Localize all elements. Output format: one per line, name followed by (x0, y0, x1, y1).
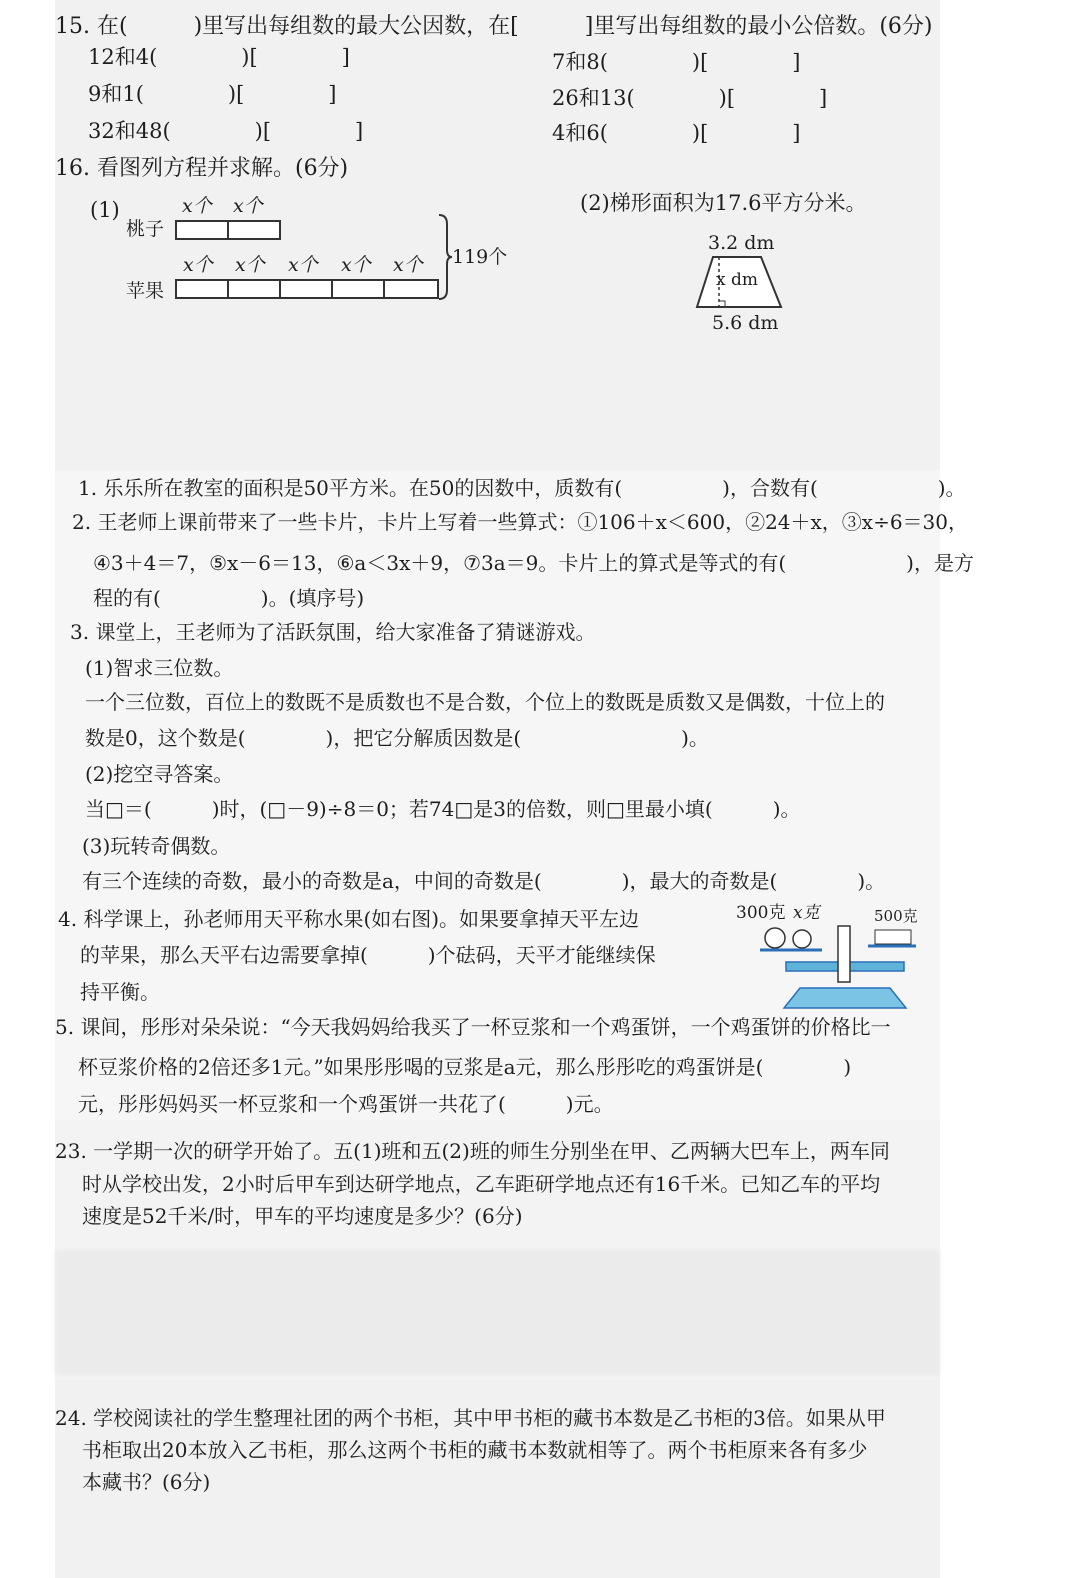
peach-label: 桃子 (126, 218, 165, 240)
q15-title: 15. 在( )里写出每组数的最大公因数，在[ ]里写出每组数的最小公倍数。(6分) (55, 14, 933, 39)
q15-left-3: 32和48( )[ ] (88, 119, 364, 143)
apple-x-label-4: x个 (341, 254, 371, 276)
apple-bar-segment (281, 281, 333, 297)
apple-x-label-3: x个 (288, 254, 318, 276)
apple-bar-segment (333, 281, 385, 297)
q24-line3: 本藏书？(6分) (82, 1470, 211, 1494)
peach-bar-segment (177, 222, 229, 238)
bleed-through-area (55, 1250, 940, 1375)
fill-q3-part1-line1: 一个三位数，百位上的数既不是质数也不是合数，个位上的数既是质数又是偶数，十位上的 (85, 690, 885, 714)
fruit-icon (793, 930, 811, 948)
total-label: 119个 (452, 246, 508, 268)
q15-left-1: 12和4( )[ ] (88, 45, 350, 69)
apple-bar-segment (177, 281, 229, 297)
q16-part2-text: (2)梯形面积为17.6平方分米。 (580, 191, 867, 215)
scale-left-weight-label: 300克 (736, 903, 786, 923)
fill-q4-line3: 持平衡。 (80, 980, 160, 1004)
fill-q3-part3-line: 有三个连续的奇数，最小的奇数是a，中间的奇数是( )，最大的奇数是( )。 (82, 869, 886, 893)
peach-x-label-1: x个 (182, 195, 212, 217)
q16-title: 16. 看图列方程并求解。(6分) (55, 156, 349, 181)
fill-q3-part2: (2)挖空寻答案。 (85, 762, 234, 786)
fill-q5-line2: 杯豆浆价格的2倍还多1元。”如果彤彤喝的豆浆是a元，那么彤彤吃的鸡蛋饼是( ) (78, 1055, 852, 1079)
balance-scale-illustration (760, 918, 920, 1014)
fill-q2-line3: 程的有( )。(填序号) (93, 586, 365, 610)
fill-q3-part1: (1)智求三位数。 (85, 656, 234, 680)
fill-q4-line2: 的苹果，那么天平右边需要拿掉( )个砝码，天平才能继续保 (80, 943, 656, 967)
scale-right-weight-label: 500克 (874, 907, 918, 925)
peach-bar (175, 220, 281, 240)
fill-q2-line1: 2. 王老师上课前带来了一些卡片，卡片上写着一些算式：①106＋x＜600，②24＋x，③x÷6＝30， (72, 510, 969, 534)
fill-q5-line1: 5. 课间，彤彤对朵朵说：“今天我妈妈给我买了一杯豆浆和一个鸡蛋饼，一个鸡蛋饼的价格比一 (55, 1015, 891, 1039)
fill-q3-part1-line2: 数是0，这个数是( )，把它分解质因数是( )。 (85, 726, 709, 750)
q24-line2: 书柜取出20本放入乙书柜，那么这两个书柜的藏书本数就相等了。两个书柜原来各有多少 (82, 1438, 868, 1462)
apple-bar (175, 279, 439, 299)
trapezoid-height-label: x dm (716, 270, 758, 290)
trapezoid-bottom-label: 5.6 dm (712, 312, 779, 334)
peach-x-label-2: x个 (233, 195, 263, 217)
q24-line1: 24. 学校阅读社的学生整理社团的两个书柜，其中甲书柜的藏书本数是乙书柜的3倍。如果从甲 (55, 1406, 886, 1430)
apple-label: 苹果 (126, 280, 165, 302)
apple-x-label-1: x个 (183, 254, 213, 276)
q23-line1: 23. 一学期一次的研学开始了。五(1)班和五(2)班的师生分别坐在甲、乙两辆大巴车上，两车同 (55, 1139, 890, 1163)
q15-right-2: 26和13( )[ ] (552, 86, 828, 110)
q16-part1-number: (1) (90, 198, 120, 222)
fill-q1: 1. 乐乐所在教室的面积是50平方米。在50的因数中，质数有( )，合数有( )。 (78, 476, 966, 500)
q15-left-2: 9和1( )[ ] (88, 82, 337, 106)
q23-line3: 速度是52千米/时，甲车的平均速度是多少？(6分) (82, 1204, 523, 1228)
q15-right-1: 7和8( )[ ] (552, 50, 801, 74)
apple-x-label-2: x个 (235, 254, 265, 276)
apple-x-label-5: x个 (393, 254, 423, 276)
fill-q3-part2-line: 当□＝( )时，(□－9)÷8＝0；若74□是3的倍数，则□里最小填( )。 (85, 797, 801, 821)
fill-q5-line3: 元，彤彤妈妈买一杯豆浆和一个鸡蛋饼一共花了( )元。 (78, 1092, 614, 1116)
fill-q2-line2: ④3＋4＝7，⑤x－6＝13，⑥a＜3x＋9，⑦3a＝9。卡片上的算式是等式的有( )，是方 (93, 551, 974, 575)
apple-icon (765, 928, 785, 948)
fill-q4-line1: 4. 科学课上，孙老师用天平称水果(如右图)。如果要拿掉天平左边 (58, 907, 640, 931)
trapezoid-top-label: 3.2 dm (708, 232, 775, 254)
apple-bar-segment (229, 281, 281, 297)
fill-q3-part3: (3)玩转奇偶数。 (82, 834, 231, 858)
q15-right-3: 4和6( )[ ] (552, 121, 801, 145)
fill-q3: 3. 课堂上，王老师为了活跃氛围，给大家准备了猜谜游戏。 (70, 620, 596, 644)
scale-x-weight-label: x克 (793, 903, 820, 923)
q23-line2: 时从学校出发，2小时后甲车到达研学地点，乙车距研学地点还有16千米。已知乙车的平均 (82, 1172, 881, 1196)
weights-icon (875, 930, 911, 944)
